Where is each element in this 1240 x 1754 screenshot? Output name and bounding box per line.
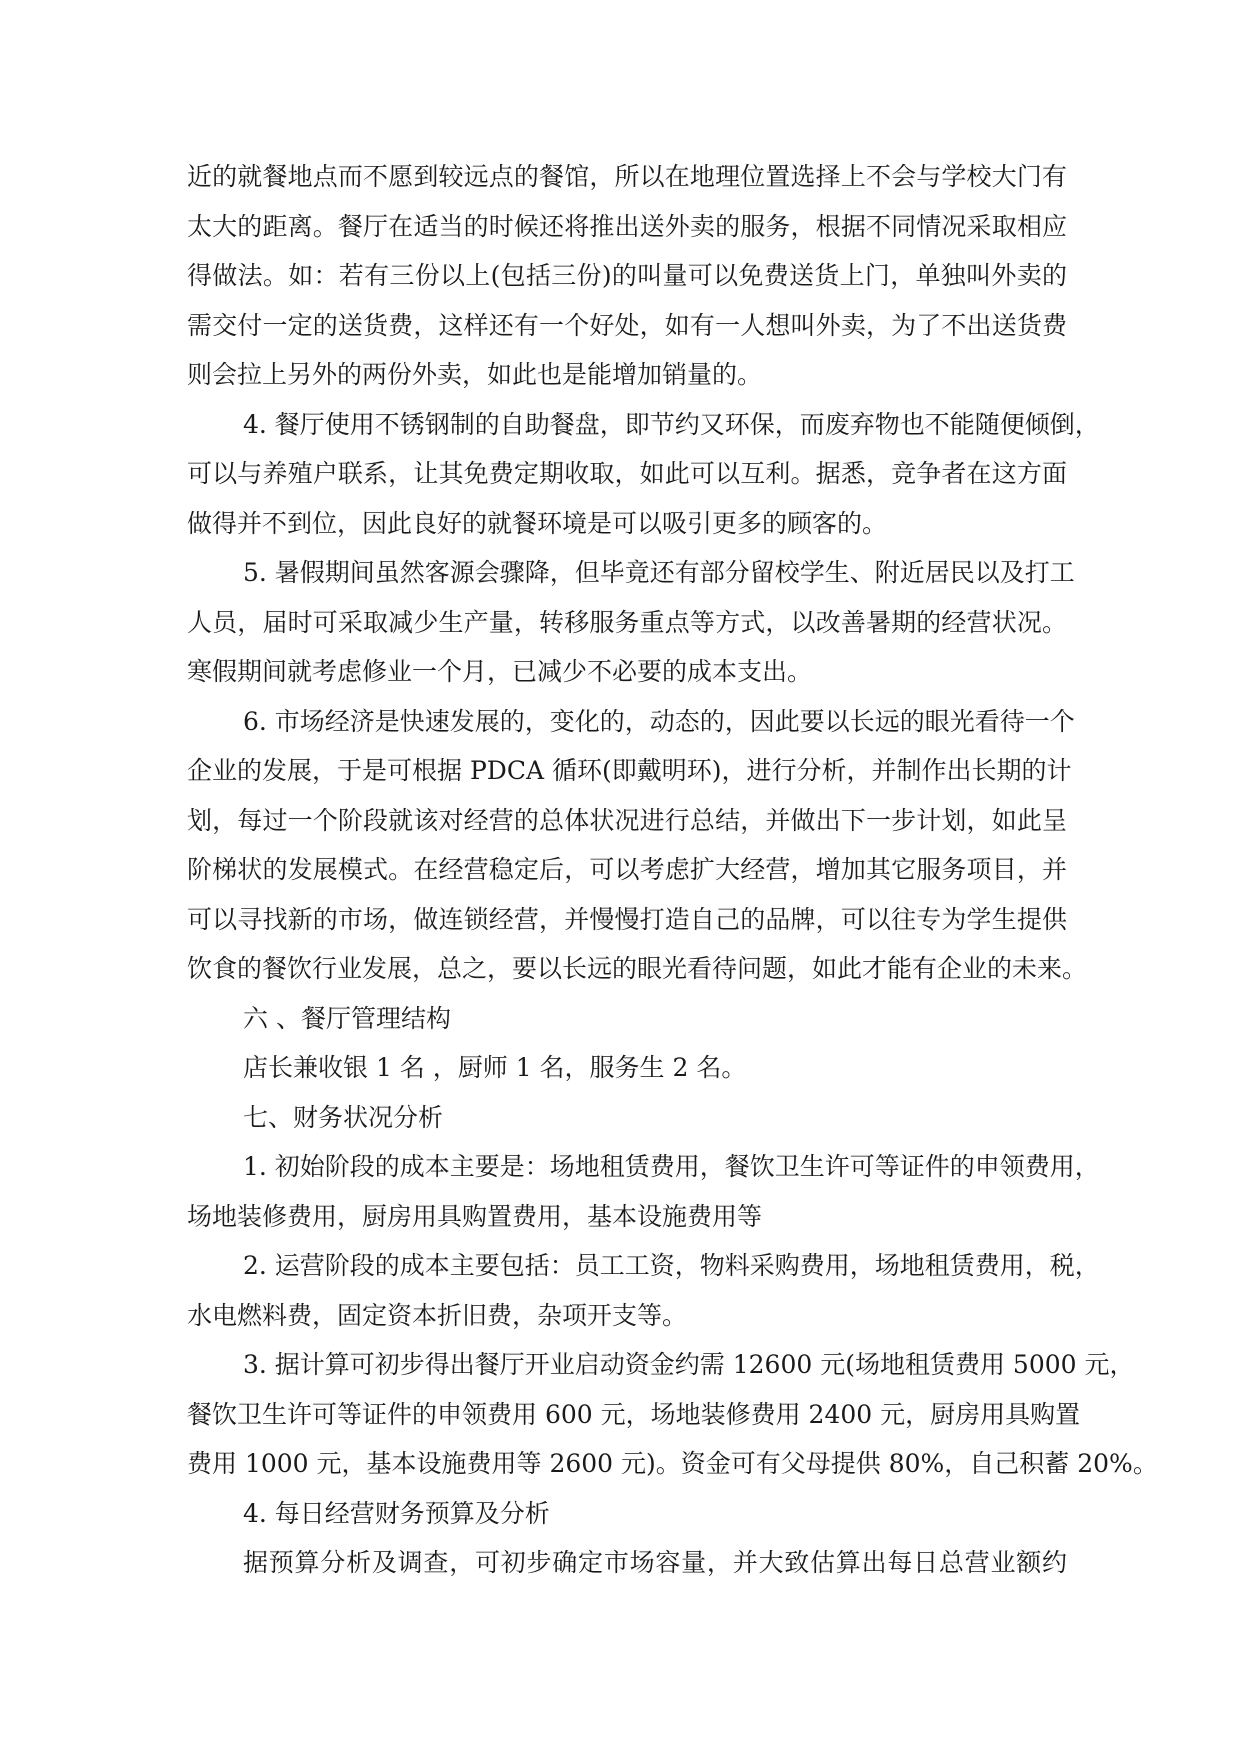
text-line: 需交付一定的送货费，这样还有一个好处，如有一人想叫外卖，为了不出送货费 bbox=[187, 310, 1067, 340]
text-line: 3. 据计算可初步得出餐厅开业启动资金约需 12600 元(场地租赁费用 5000 元， bbox=[243, 1350, 1135, 1379]
text-line: 4. 每日经营财务预算及分析 bbox=[243, 1498, 550, 1528]
section-heading: 七、财务状况分析 bbox=[243, 1102, 444, 1132]
text-line: 则会拉上另外的两份外卖，如此也是能增加销量的。 bbox=[187, 360, 763, 389]
text-line: 划，每过一个阶段就该对经营的总体状况进行总结，并做出下一步计划，如此呈 bbox=[187, 805, 1067, 835]
text-line: 场地装修费用，厨房用具购置费用，基本设施费用等 bbox=[187, 1201, 763, 1231]
text-line: 饮食的餐饮行业发展，总之，要以长远的眼光看待问题，如此才能有企业的未来。 bbox=[187, 954, 1088, 983]
text-line: 6. 市场经济是快速发展的，变化的，动态的，因此要以长远的眼光看待一个 bbox=[243, 706, 1075, 736]
text-line: 阶梯状的发展模式。在经营稳定后，可以考虑扩大经营，增加其它服务项目，并 bbox=[187, 855, 1067, 884]
text-line: 可以与养殖户联系，让其免费定期收取，如此可以互利。据悉，竞争者在这方面 bbox=[187, 459, 1067, 488]
text-line: 太大的距离。餐厅在适当的时候还将推出送外卖的服务，根据不同情况采取相应 bbox=[187, 211, 1067, 241]
text-line: 做得并不到位，因此良好的就餐环境是可以吸引更多的顾客的。 bbox=[187, 508, 888, 538]
text-line: 得做法。如：若有三份以上(包括三份)的叫量可以免费送货上门，单独叫外卖的 bbox=[187, 261, 1067, 290]
text-line: 5. 暑假期间虽然客源会骤降，但毕竟还有部分留校学生、附近居民以及打工 bbox=[243, 558, 1075, 587]
body-text bbox=[187, 152, 1158, 1588]
text-line: 店长兼收银 1 名 ，厨师 1 名，服务生 2 名。 bbox=[243, 1053, 747, 1082]
text-line: 4. 餐厅使用不锈钢制的自助餐盘，即节约又环保，而废弃物也不能随便倾倒， bbox=[243, 409, 1100, 439]
text-line: 费用 1000 元，基本设施费用等 2600 元)。资金可有父母提供 80%，自己积蓄 20%。 bbox=[187, 1449, 1158, 1478]
text-line: 1. 初始阶段的成本主要是：场地租赁费用，餐饮卫生许可等证件的申领费用， bbox=[243, 1152, 1100, 1181]
text-line: 据预算分析及调查，可初步确定市场容量，并大致估算出每日总营业额约 bbox=[243, 1548, 1067, 1577]
section-heading: 六 、餐厅管理结构 bbox=[243, 1003, 451, 1033]
text-line: 寒假期间就考虑修业一个月，已减少不必要的成本支出。 bbox=[187, 657, 813, 686]
text-line: 餐饮卫生许可等证件的申领费用 600 元，场地装修费用 2400 元，厨房用具购置 bbox=[187, 1399, 1081, 1429]
text-line: 人员，届时可采取减少生产量，转移服务重点等方式，以改善暑期的经营状况。 bbox=[187, 607, 1067, 637]
text-line: 2. 运营阶段的成本主要包括：员工工资，物料采购费用，场地租赁费用，税， bbox=[243, 1251, 1100, 1280]
text-line: 水电燃料费，固定资本折旧费，杂项开支等。 bbox=[187, 1300, 688, 1330]
text-line: 企业的发展，于是可根据 PDCA 循环(即戴明环)，进行分析，并制作出长期的计 bbox=[187, 756, 1072, 785]
text-line: 可以寻找新的市场，做连锁经营，并慢慢打造自己的品牌，可以往专为学生提供 bbox=[187, 904, 1067, 934]
text-line: 近的就餐地点而不愿到较远点的餐馆，所以在地理位置选择上不会与学校大门有 bbox=[187, 162, 1067, 191]
